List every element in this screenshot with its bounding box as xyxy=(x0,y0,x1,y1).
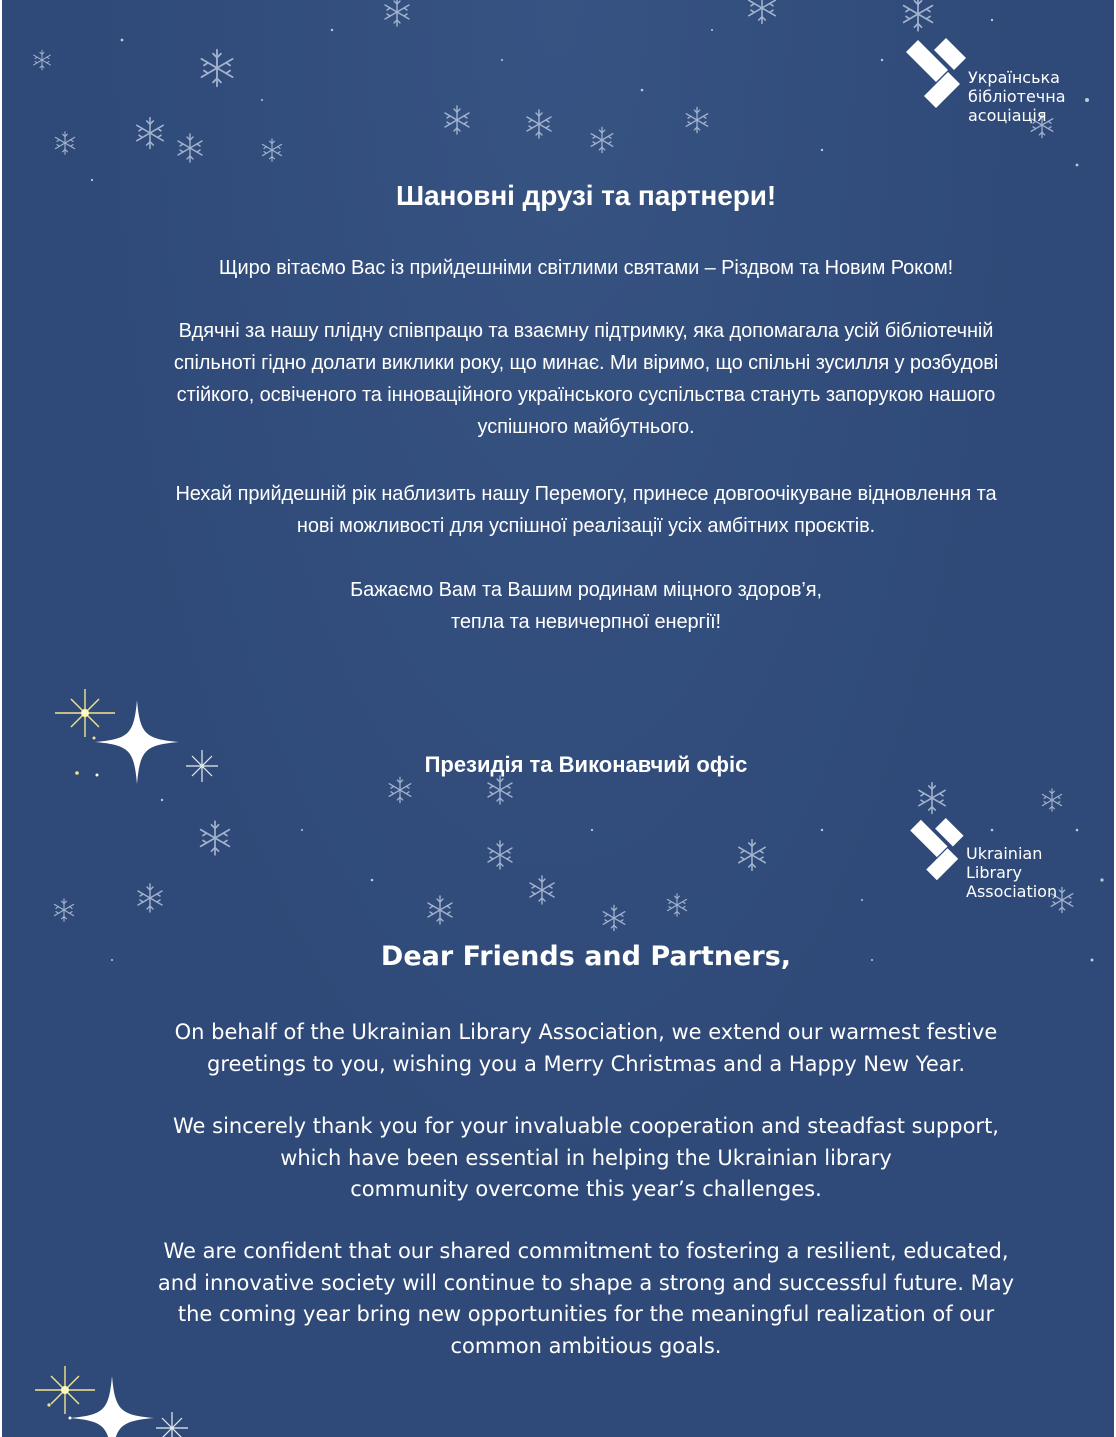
ula-name-english: Ukrainian Library Association xyxy=(966,844,1058,901)
ukrainian-paragraph-thanks: Вдячні за нашу плідну співпрацю та взаємну підтримку, яка допомагала усій бібліотечній спільноті гідно долати виклики року, що минає. Ми віримо, що спільні зусилля у розбудові стійкого, освіченого та інноваційного українського суспільства стануть запорукою нашого успішного майбутнього. xyxy=(173,320,999,438)
ukrainian-paragraph-wishes: Нехай прийдешній рік наблизить нашу Перемогу, принесе довгоочікуване відновлення та нові можливості для успішної реалізації усіх амбітних проєктів. xyxy=(175,483,997,537)
ukrainian-signature: Президія та Виконавчий офіс xyxy=(424,752,748,777)
snowflakes-top xyxy=(34,0,1053,162)
ula-logo-english xyxy=(908,818,1057,901)
english-paragraph-thanks: We sincerely thank you for your invaluable cooperation and steadfast support, which have been essential in helping the Ukrainian library community overcome this year’s challenges. xyxy=(173,1114,999,1201)
english-title: Dear Friends and Partners, xyxy=(380,941,792,972)
ula-logo-mark-icon xyxy=(904,38,966,110)
english-paragraph-greeting: On behalf of the Ukrainian Library Association, we extend our warmest festive greetings to you, wishing you a Merry Christmas and a Happy New Year. xyxy=(174,1020,998,1076)
ula-logo-mark-icon xyxy=(908,818,964,882)
ula-name-ukrainian: Українська бібліотечна асоціація xyxy=(968,68,1066,125)
sparkles-bottom xyxy=(35,1366,188,1437)
ukrainian-paragraph-health: Бажаємо Вам та Вашим родинам міцного здоров’я, тепла та невичерпної енергії! xyxy=(350,579,822,633)
ula-logo-ukrainian xyxy=(904,38,1066,125)
english-paragraph-confidence: We are confident that our shared commitment to fostering a resilient, educated, and innovative society will continue to shape a strong and successful future. May the coming year bring new opportunities for the meaningful realization of our common ambitious goals. xyxy=(157,1239,1015,1358)
greeting-card xyxy=(2,0,1114,1437)
ukrainian-title: Шановні друзі та партнери! xyxy=(395,180,777,211)
ukrainian-paragraph-greeting: Щиро вітаємо Вас із прийдешніми світлими святами – Різдвом та Новим Роком! xyxy=(218,257,954,279)
